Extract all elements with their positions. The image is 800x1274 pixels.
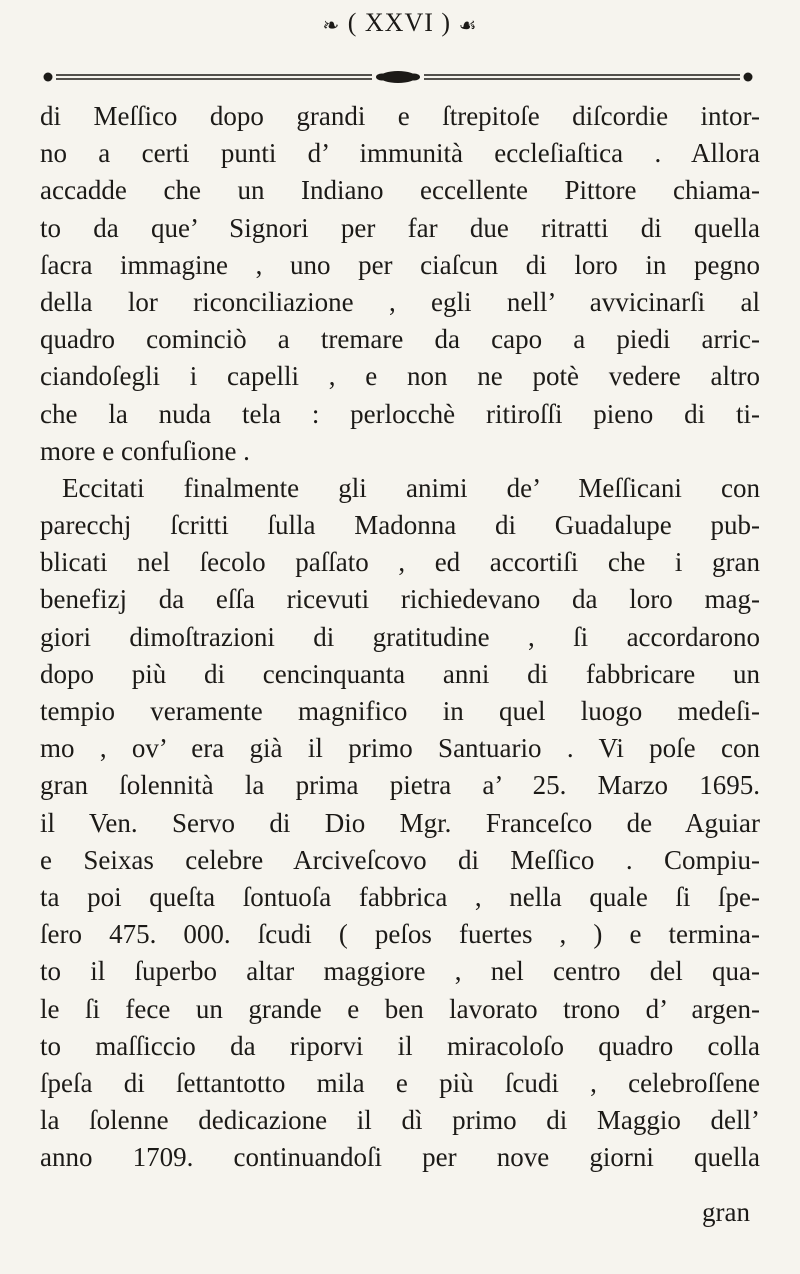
running-head: [0, 8, 800, 38]
text-line: di Meſſico dopo grandi e ſtrepitoſe diſcordie intor-: [40, 101, 760, 131]
text-line: giori dimoſtrazioni di gratitudine , ſi accordarono: [40, 621, 760, 652]
text-line: blicati nel ſecolo paſſato , ed accortiſi che i gran: [40, 547, 760, 578]
ornamental-rule: [42, 70, 754, 84]
text-line: ſero 475. 000. ſcudi ( peſos fuertes , ) e termina-: [40, 919, 760, 950]
text-line: gran ſolennità la prima pietra a’ 25. Marzo 1695.: [40, 770, 760, 801]
text-line: mo , ov’ era già il primo Santuario . Vi poſe con: [40, 733, 760, 764]
text-line: benefizj da eſſa ricevuti richiedevano da loro mag-: [40, 584, 760, 615]
text-line: to maſſiccio da riporvi il miracoloſo quadro colla: [40, 1030, 760, 1061]
text-line: anno 1709. continuandoſi per nove giorni quella: [40, 1142, 760, 1173]
paragraph-first-line: Eccitati finalmente gli animi de’ Meſſicani con: [62, 472, 760, 503]
text-line: la ſolenne dedicazione il dì primo di Maggio dell’: [40, 1105, 760, 1136]
text-line: ſacra immagine , uno per ciaſcun di loro in pegno: [40, 249, 760, 280]
text-line: to da que’ Signori per far due ritratti di quella: [40, 212, 760, 243]
page-number: ( XXVI ): [347, 8, 452, 37]
rule-end-right-icon: [744, 73, 753, 82]
text-line: della lor riconciliazione , egli nell’ avvicinarſi al: [40, 286, 760, 317]
text-line: il Ven. Servo di Dio Mgr. Franceſco de Aguiar: [40, 807, 760, 838]
text-line: more e confuſione .: [40, 435, 250, 466]
text-line: parecchj ſcritti ſulla Madonna di Guadalupe pub-: [40, 510, 760, 541]
text-line: le ſi fece un grande e ben lavorato trono d’ argen-: [40, 993, 760, 1024]
catchword: gran: [702, 1197, 750, 1227]
text-line: ſpeſa di ſettantotto mila e più ſcudi , celebroſſene: [40, 1067, 760, 1098]
text-line: no a certi punti d’ immunità eccleſiaſtica . Allora: [40, 138, 760, 169]
text-line: accadde che un Indiano eccellente Pittore chiama-: [40, 175, 760, 206]
text-line: ciandoſegli i capelli , e non ne potè vedere altro: [40, 361, 760, 392]
text-line: e Seixas celebre Arciveſcovo di Meſſico . Compiu-: [40, 844, 760, 875]
rule-end-left-icon: [44, 73, 53, 82]
text-line: che la nuda tela : perlocchè ritiroſſi pieno di ti-: [40, 398, 760, 429]
left-ornament-icon: ❧: [322, 14, 341, 37]
body-text: [40, 98, 760, 1176]
text-line: dopo più di cencinquanta anni di fabbricare un: [40, 658, 760, 689]
rule-center-fleuron-icon: [376, 71, 420, 83]
text-line: tempio veramente magnifico in quel luogo medeſi-: [40, 696, 760, 726]
text-line: to il ſuperbo altar maggiore , nel centro del qua-: [40, 956, 760, 987]
text-line: quadro cominciò a tremare da capo a piedi arric-: [40, 324, 760, 355]
right-ornament-icon: ☙: [458, 14, 478, 37]
text-line: ta poi queſta ſontuoſa fabbrica , nella quale ſi ſpe-: [40, 881, 760, 912]
